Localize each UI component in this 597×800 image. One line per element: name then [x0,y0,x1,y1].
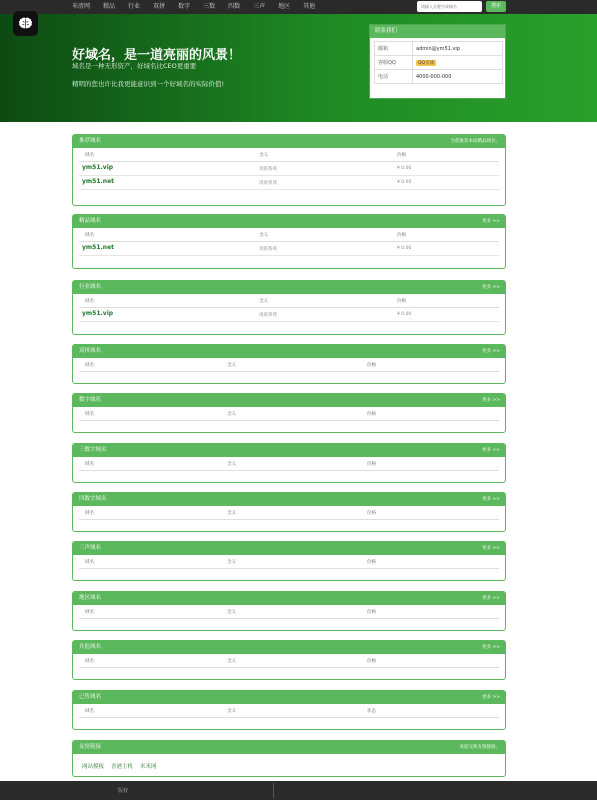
search-input[interactable] [417,1,482,12]
search-button[interactable]: 搜索 [486,1,506,12]
domain-price: ¥ 0.00 [397,180,412,185]
domain-panel [72,640,506,680]
col-price: 价格 [397,233,406,238]
nav-item-other[interactable]: 其他 [303,3,316,10]
qq-chat-button[interactable]: QQ交谈 [418,60,435,66]
panel-title: 三声域名 [79,545,102,551]
domain-panel [72,492,506,532]
nav-item-industry[interactable]: 行业 [128,3,141,10]
col-domain: 域名 [85,659,94,664]
col-price: 价格 [367,610,376,615]
contact-title: 联系我们 [370,25,505,38]
domain-panel [72,690,506,730]
nav-item-region[interactable]: 地区 [278,3,291,10]
hero-tagline: 精明的您也许比我更能意识到一个好域名的实际价值! [72,80,225,88]
more-link[interactable]: 更多 >> [482,695,500,700]
top-nav [0,0,597,14]
column-headers [79,654,499,668]
panel-note: 欢迎交换友情链接。 [459,745,500,750]
domain-panel [72,344,506,384]
col-domain: 域名 [85,412,94,417]
more-link[interactable]: 更多 >> [482,398,500,403]
nav-item-pinyin[interactable]: 双拼 [153,3,166,10]
table-row [79,242,499,256]
column-headers [79,148,499,162]
column-headers [79,605,499,619]
hero-title: 好域名，是一道亮丽的风景！ [72,48,242,63]
col-meaning: 含义 [227,363,236,368]
domain-price: ¥ 0.00 [397,312,412,317]
domain-price: ¥ 0.00 [397,246,412,251]
more-link[interactable]: 为您推荐本站精品域名。 [450,139,500,144]
col-price: 价格 [367,412,376,417]
table-row [79,176,499,190]
contact-key: 电话 [375,70,413,84]
nav-item-three-letter[interactable]: 三声 [253,3,266,10]
col-domain: 域名 [85,233,94,238]
col-price: 价格 [367,363,376,368]
column-headers [79,704,499,718]
panel-title: 其他域名 [79,644,102,650]
col-domain: 域名 [85,709,94,714]
panel-title: 推荐域名 [79,138,102,144]
col-meaning: 含义 [259,299,268,304]
email-value[interactable]: admin@ym51.vip [413,42,503,56]
domain-meaning: 请联系我 [259,247,277,252]
column-headers [79,358,499,372]
domain-panel [72,134,506,206]
domain-panel [72,280,506,335]
panel-title: 四数字域名 [79,496,107,502]
more-link[interactable]: 更多 >> [482,219,500,224]
col-domain: 域名 [85,511,94,516]
col-price: 价格 [367,659,376,664]
col-meaning: 含义 [227,659,236,664]
panel-title: 已售域名 [79,694,102,700]
col-meaning: 含义 [227,462,236,467]
col-meaning: 含义 [259,153,268,158]
contact-key: 邮箱 [375,42,413,56]
more-link[interactable]: 更多 >> [482,285,500,290]
contact-table [374,41,503,84]
nav-item-premium[interactable]: 精品 [103,3,116,10]
panel-title: 双拼域名 [79,348,102,354]
domain-link[interactable]: ym51.net [82,244,115,251]
phone-value: 4000-000-000 [413,70,503,84]
nav-item-home[interactable]: 米渣网 [72,3,91,10]
friend-links-panel [72,740,506,777]
domain-panel [72,214,506,269]
col-domain: 域名 [85,299,94,304]
more-link[interactable]: 更多 >> [482,546,500,551]
col-price: 价格 [397,299,406,304]
more-link[interactable]: 更多 >> [482,645,500,650]
friend-link[interactable]: 香港主机 [111,764,134,770]
table-row [79,308,499,322]
col-price: 价格 [397,153,406,158]
footer [0,781,597,800]
col-price: 价格 [367,560,376,565]
nav-item-three-digit[interactable]: 三数 [203,3,216,10]
col-meaning: 含义 [227,511,236,516]
col-price: 价格 [367,462,376,467]
nav-menu [72,0,328,14]
panel-title: 三数字域名 [79,447,107,453]
more-link[interactable]: 更多 >> [482,497,500,502]
table-row [79,162,499,176]
panel-title: 行业域名 [79,284,102,290]
friend-links [73,754,505,770]
panel-title: 精品域名 [79,218,102,224]
nav-item-numeric[interactable]: 数字 [178,3,191,10]
domain-meaning: 请联系我 [259,313,277,318]
col-domain: 域名 [85,153,94,158]
col-domain: 域名 [85,560,94,565]
domain-panel [72,393,506,433]
col-meaning: 含义 [227,610,236,615]
hero-banner [0,14,597,122]
column-headers [79,457,499,471]
domain-panel [72,541,506,581]
domain-panel [72,443,506,483]
col-meaning: 含义 [227,560,236,565]
footer-text: 版权 [118,788,129,794]
column-headers [79,555,499,569]
column-headers [79,506,499,520]
contact-row-phone [375,70,503,84]
hero-subtitle: 域名是一种无形资产，好域名比CEO更重要 [72,62,197,70]
domain-link[interactable]: ym51.vip [82,310,114,317]
column-headers [79,228,499,242]
panel-title: 友情链接 [79,744,102,750]
nav-item-four-digit[interactable]: 四数 [228,3,241,10]
contact-card [369,24,506,99]
domain-panel [72,591,506,631]
more-link[interactable]: 更多 >> [482,349,500,354]
col-price: 状态 [367,709,376,714]
domain-link[interactable]: ym51.vip [82,164,114,171]
friend-link[interactable]: 网站模板 [82,764,105,770]
brain-icon[interactable] [13,11,38,36]
col-domain: 域名 [85,363,94,368]
col-price: 价格 [367,511,376,516]
contact-row-qq [375,56,503,70]
more-link[interactable]: 更多 >> [482,448,500,453]
col-meaning: 含义 [227,709,236,714]
col-meaning: 含义 [259,233,268,238]
domain-link[interactable]: ym51.net [82,178,115,185]
panel-title: 地区域名 [79,595,102,601]
col-domain: 域名 [85,462,94,467]
domain-meaning: 请联系我 [259,181,277,186]
friend-link[interactable]: 米米网 [140,764,157,770]
more-link[interactable]: 更多 >> [482,596,500,601]
contact-key: 客服QQ [375,56,413,70]
footer-divider [273,783,274,798]
panel-title: 数字域名 [79,397,102,403]
column-headers [79,294,499,308]
col-meaning: 含义 [227,412,236,417]
contact-row-email [375,42,503,56]
domain-meaning: 请联系我 [259,167,277,172]
col-domain: 域名 [85,610,94,615]
domain-price: ¥ 0.00 [397,166,412,171]
column-headers [79,407,499,421]
